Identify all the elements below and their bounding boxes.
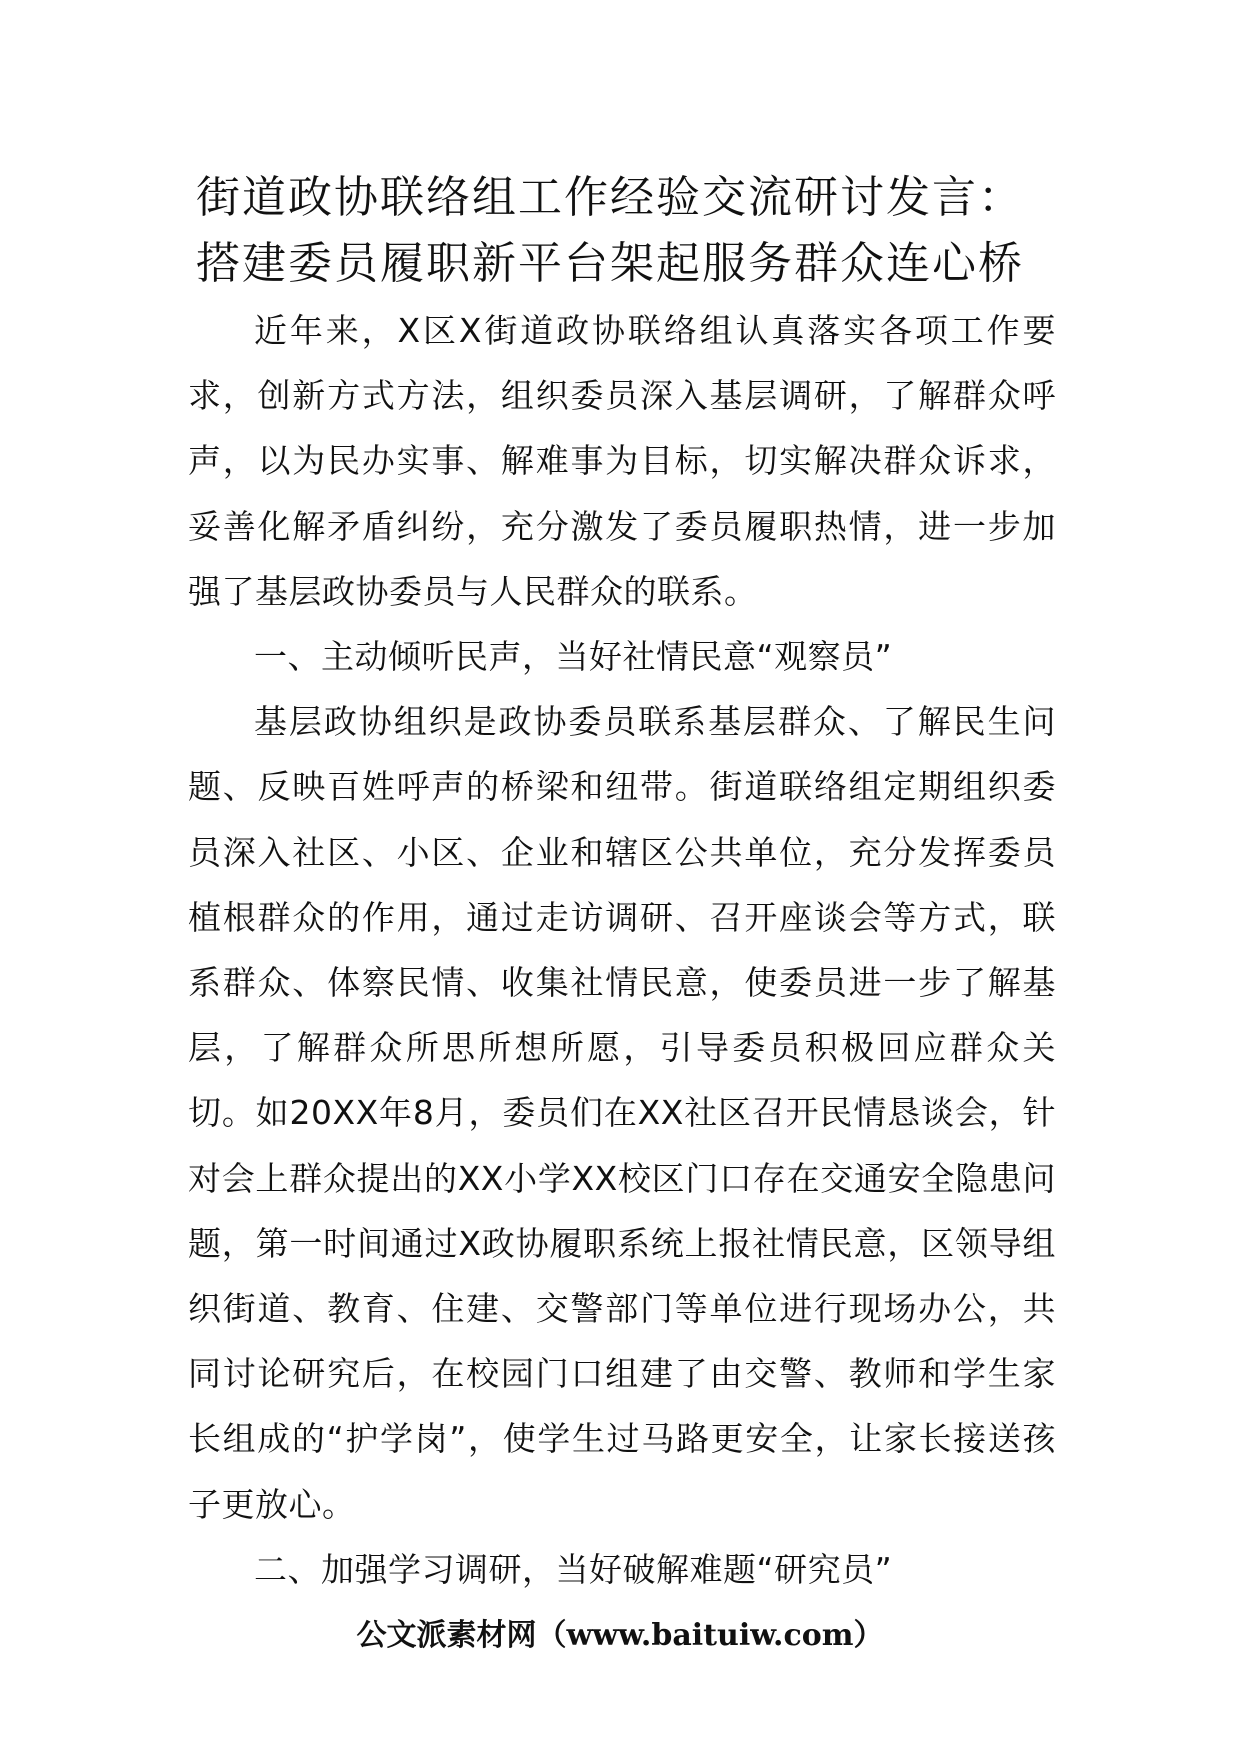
section-heading-2: 二、加强学习调研，当好破解难题“研究员” — [254, 1549, 893, 1589]
section-1-paragraph: 基层政协组织是政协委员联系基层群众、了解民生问题、反映百姓呼声的桥梁和纽带。街道联络组定期组织委员深入社区、小区、企业和辖区公共单位，充分发挥委员植根群众的作用，通过走访调研、召开座谈会等方式，联系群众、体察民情、收集社情民意，使委员进一步了解基层，了解群众所思所想所愿，引导委员积极回应群众关切。如20XX年8月，委员们在XX社区召开民情恳谈会，针对会上群众提出的XX小学XX校区门口存在交通安全隐患问题，第一时间通过X政协履职系统上报社情民意，区领导组织街道、教育、住建、交警部门等单位进行现场办公，共同讨论研究后，在校园门口组建了由交警、教师和学生家长组成的“护学岗”，使学生过马路更安全，让家长接送孩子更放心。 — [188, 702, 1056, 1524]
document-title-line-1: 街道政协联络组工作经验交流研讨发言： — [196, 172, 1024, 223]
document-title-line-2: 搭建委员履职新平台架起服务群众连心桥 — [196, 238, 1024, 289]
section-heading-1: 一、主动倾听民声，当好社情民意“观察员” — [254, 637, 893, 677]
document-body — [188, 298, 1056, 1602]
footer-watermark: 公文派素材网（www.baituiw.com） — [356, 1618, 884, 1653]
intro-paragraph: 近年来，X区X街道政协联络组认真落实各项工作要求，创新方式方法，组织委员深入基层调研，了解群众呼声，以为民办实事、解难事为目标，切实解决群众诉求，妥善化解矛盾纠纷，充分激发了委员履职热情，进一步加强了基层政协委员与人民群众的联系。 — [188, 311, 1056, 611]
